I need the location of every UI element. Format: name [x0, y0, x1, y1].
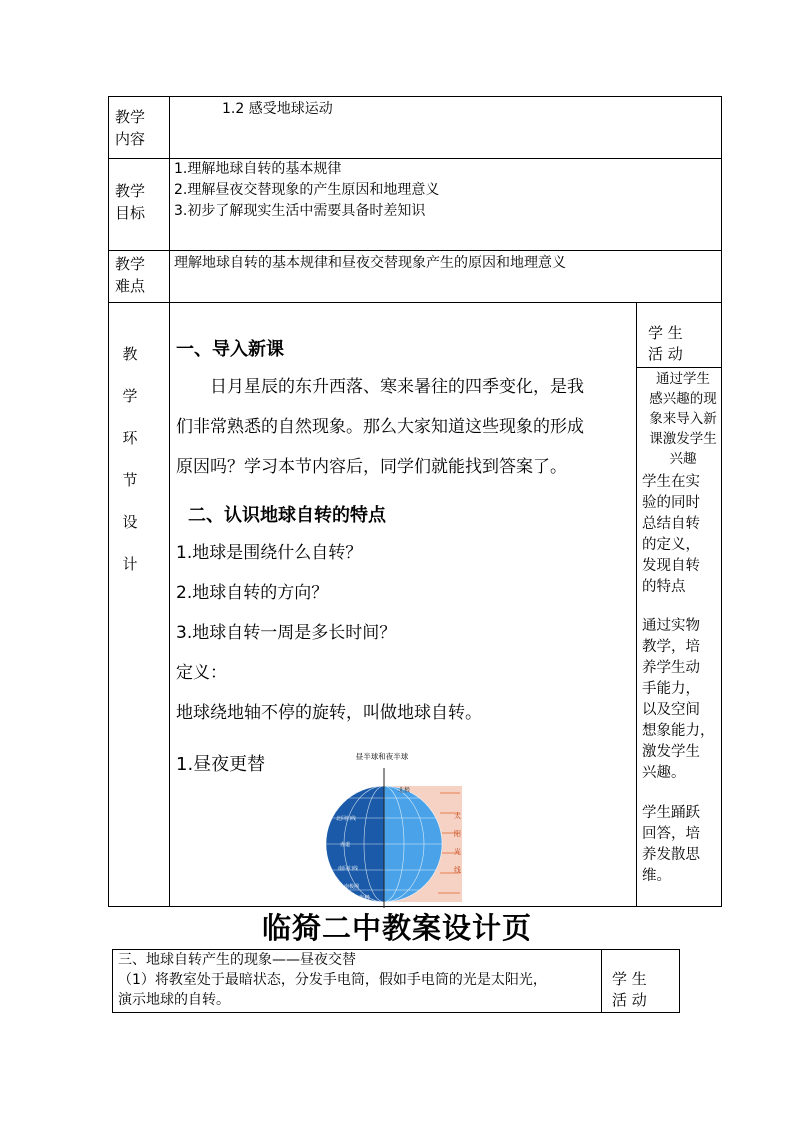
definition-label: 定义：	[176, 663, 227, 683]
content-value: 1.2 感受地球运动	[222, 101, 333, 117]
section1-title: 一、导入新课	[176, 339, 284, 360]
table-border	[108, 302, 722, 303]
subsection-title: 1.昼夜更替	[176, 754, 266, 775]
difficulty-label: 教学 难点	[115, 255, 146, 295]
section2-title: 二、认识地球自转的特点	[188, 505, 386, 526]
day-night-globe-figure	[300, 748, 470, 908]
table-border	[108, 96, 109, 907]
svg-text:太: 太	[454, 812, 461, 820]
side-note-3: 通过实物 教学，培 养学生动 手能力， 以及空间 想象能力， 激发学生 兴趣。	[642, 618, 715, 781]
north-pole-label: 北极	[398, 787, 411, 794]
intro-paragraph: 日月星辰的东升西落、寒来暑往的四季变化，是我 们非常熟悉的自然现象。那么大家知道这些现象的形成 原因吗？学习本节内容后，同学们就能找到答案了。	[176, 377, 584, 477]
question-item: 3.地球自转一周是多长时间？	[176, 623, 397, 643]
table-border	[721, 96, 722, 907]
goals-list	[174, 159, 439, 222]
design-label: 教 学 环 节 设 计	[122, 345, 138, 573]
side-note-2: 学生在实 验的同时 总结自转 的定义， 发现自转 的特点	[642, 474, 700, 595]
goal-item: 3.初步了解现实生活中需要具备时差知识	[174, 203, 426, 219]
table-border	[108, 96, 722, 97]
table-border	[636, 302, 637, 907]
svg-text:阳: 阳	[454, 830, 461, 838]
svg-text:赤道: 赤道	[340, 842, 351, 848]
questions-list	[176, 533, 482, 733]
question-item: 1.地球是围绕什么自转？	[176, 543, 363, 563]
activity-header: 学 生 活 动	[648, 324, 683, 363]
table-border	[679, 949, 680, 1013]
globe-title: 昼半球和夜半球	[355, 752, 409, 761]
page-banner: 临猗二中教案设计页	[261, 911, 532, 945]
table-border	[112, 949, 113, 1013]
south-pole-label: 南极	[358, 895, 371, 902]
goal-item: 2.理解昼夜交替现象的产生原因和地理意义	[174, 182, 440, 198]
question-item: 2.地球自转的方向？	[176, 583, 329, 603]
side-note-1: 通过学生 感兴趣的现 象来导入新 课激发学生 兴趣	[649, 371, 717, 467]
table-border	[108, 250, 722, 251]
svg-text:南极圈: 南极圈	[344, 884, 360, 890]
table-border	[169, 96, 170, 907]
table2-content: 三、地球自转产生的现象——昼夜交替 （1）将教室处于最暗状态，分发手电筒，假如手电筒的光是太阳光， 演示地球的自转。	[118, 952, 547, 1008]
difficulty-value: 理解地球自转的基本规律和昼夜交替现象产生的原因和地理意义	[174, 255, 566, 271]
definition-text: 地球绕地轴不停的旋转，叫做地球自转。	[176, 703, 482, 723]
table-border	[636, 367, 722, 368]
side-note-4: 学生踊跃 回答，培 养发散思 维。	[642, 805, 700, 884]
svg-text:北回归线: 北回归线	[336, 816, 357, 822]
svg-text:光: 光	[454, 848, 461, 856]
content-label: 教学 内容	[115, 108, 146, 148]
table-border	[601, 949, 602, 1013]
svg-text:南回归线: 南回归线	[338, 866, 359, 872]
goal-label: 教学 目标	[115, 182, 146, 222]
table2-activity-header: 学 生 活 动	[612, 970, 647, 1009]
svg-text:线: 线	[454, 866, 461, 874]
goal-item: 1.理解地球自转的基本规律	[174, 161, 342, 177]
table-border	[112, 1012, 680, 1013]
